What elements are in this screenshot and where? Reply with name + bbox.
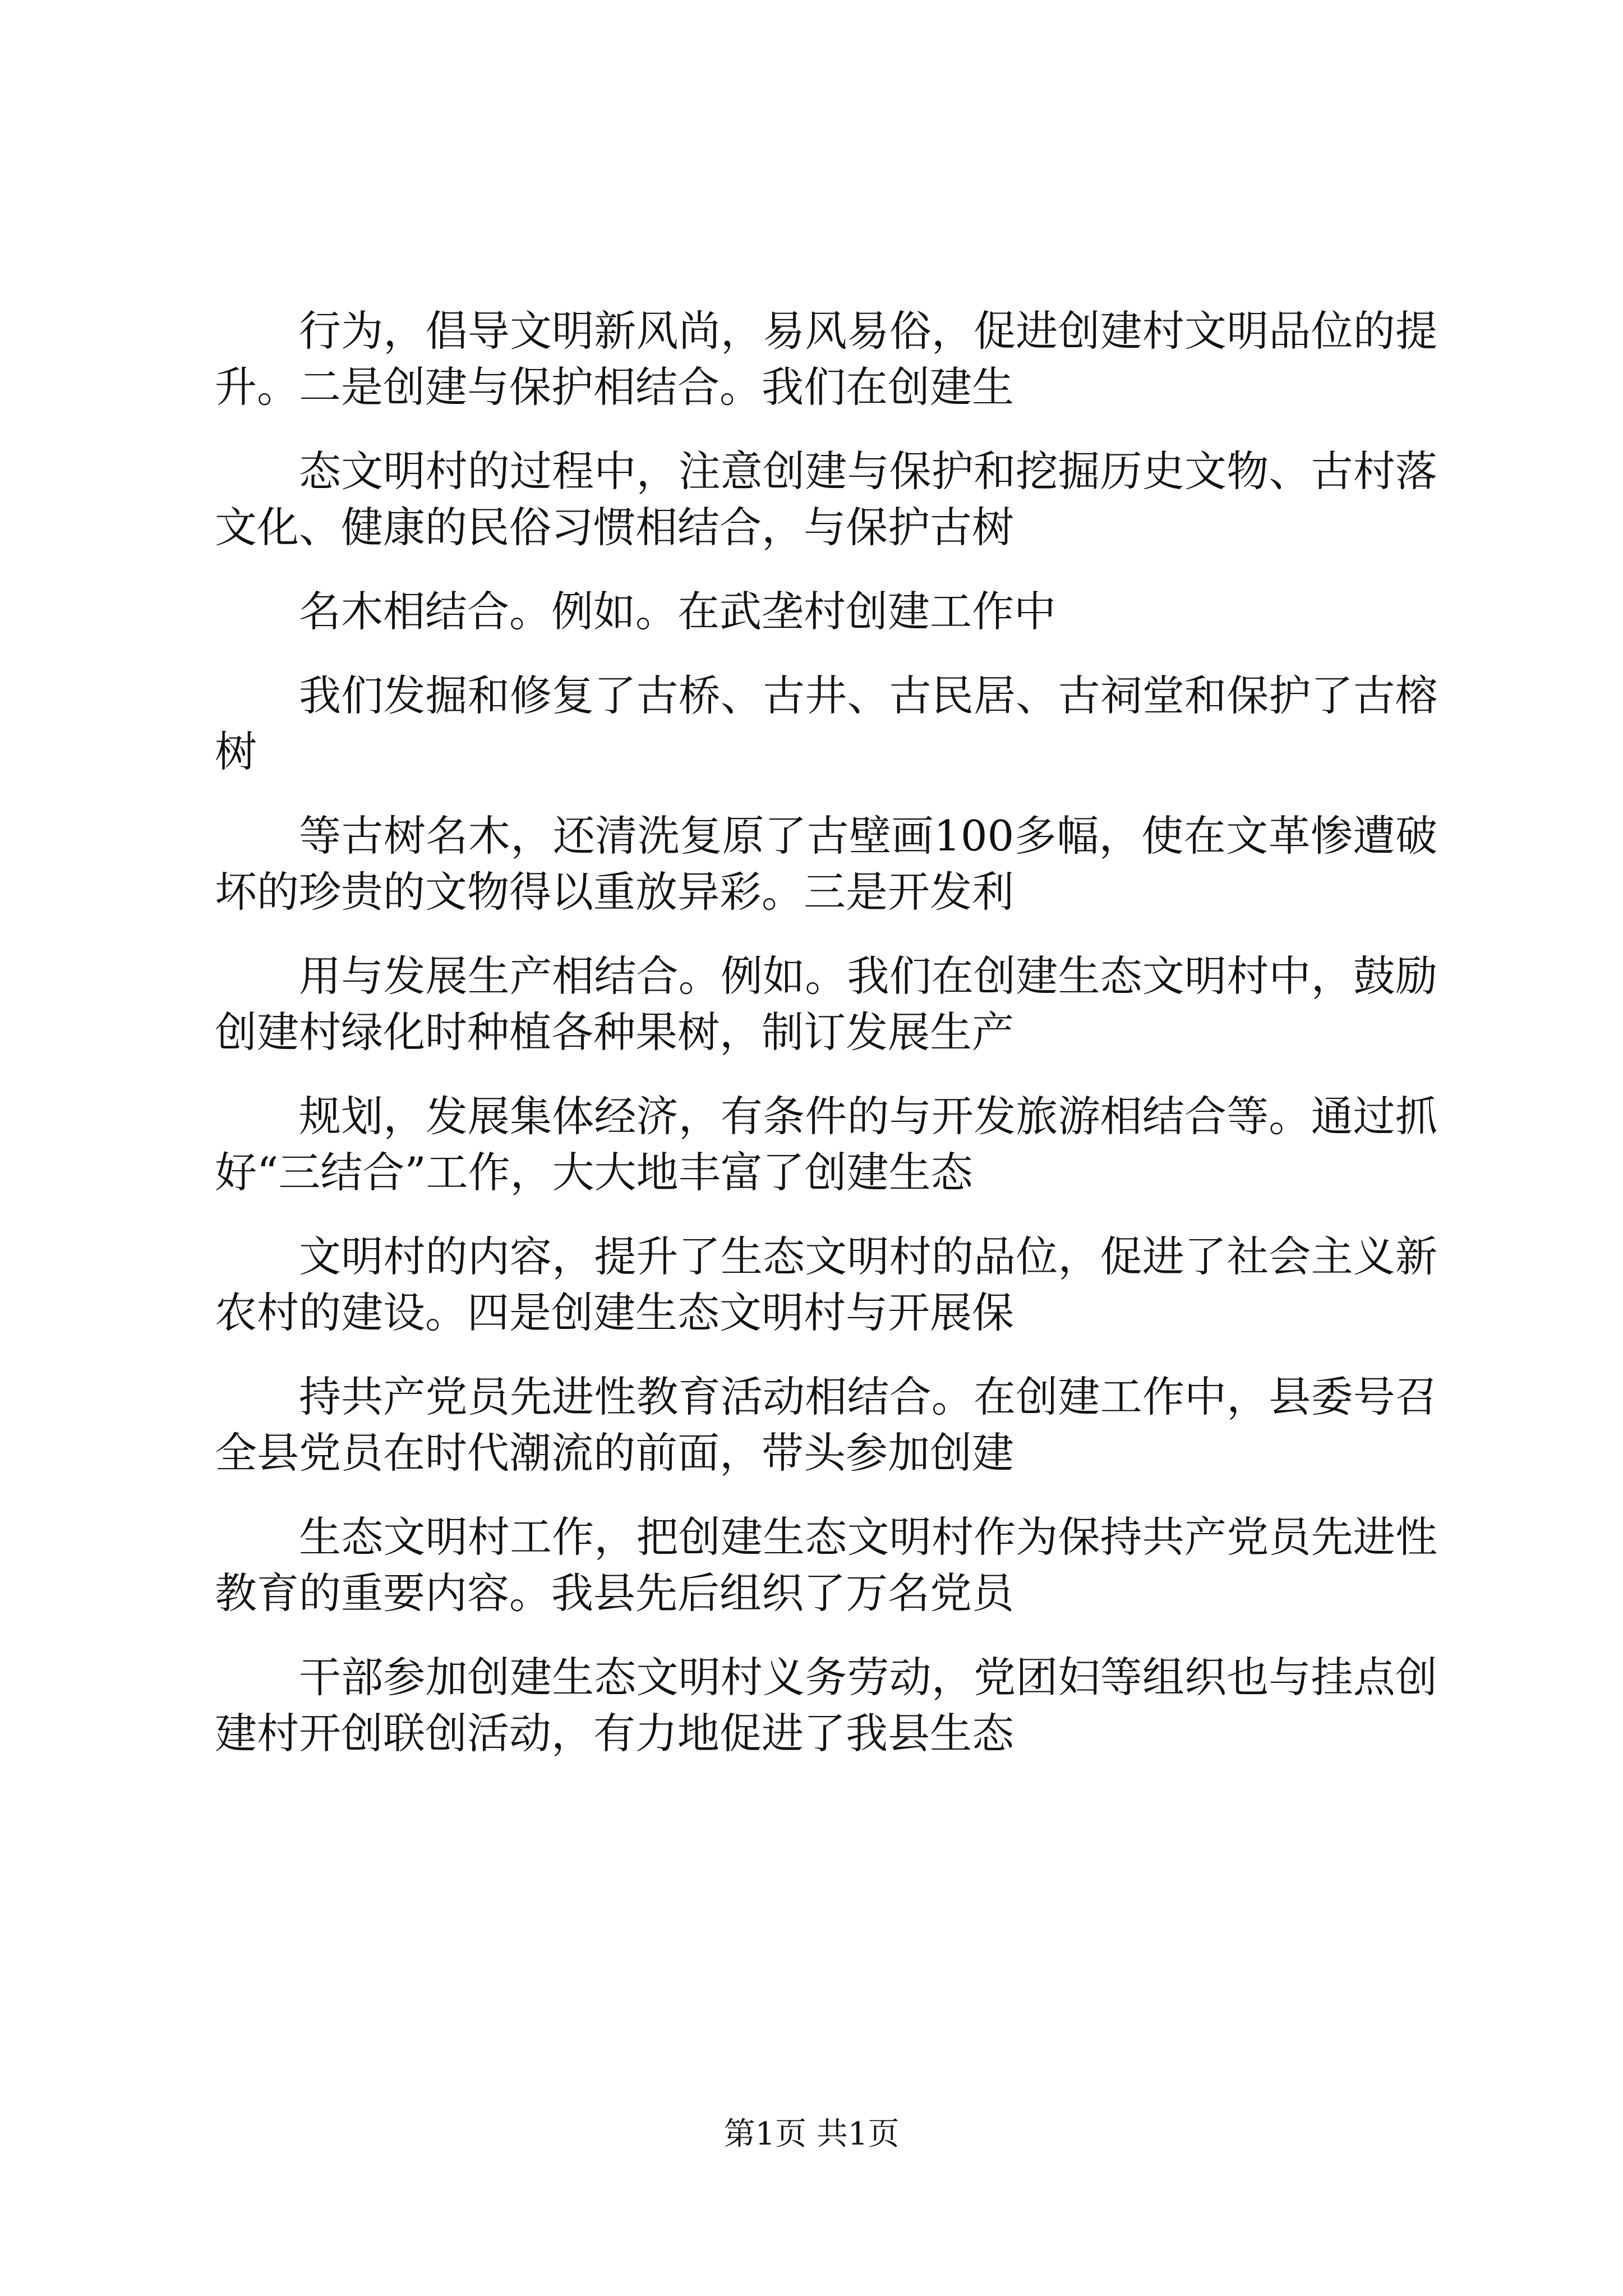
paragraph-2: 态文明村的过程中，注意创建与保护和挖掘历史文物、古村落文化、健康的民俗习惯相结合，与保护古树 xyxy=(215,447,1437,552)
paragraph-5: 等古树名木，还清洗复原了古壁画100多幅，使在文革惨遭破坏的珍贵的文物得以重放异彩。三是开发利 xyxy=(215,811,1437,917)
paragraph-3: 名木相结合。例如。在武垄村创建工作中 xyxy=(299,587,1057,636)
paragraph-7: 规划，发展集体经济，有条件的与开发旅游相结合等。通过抓好“三结合”工作，大大地丰富了创建生态 xyxy=(215,1092,1437,1197)
page-footer: 第1页 共1页 xyxy=(723,2116,900,2152)
paragraph-8: 文明村的内容，提升了生态文明村的品位，促进了社会主义新农村的建设。四是创建生态文明村与开展保 xyxy=(215,1232,1437,1337)
paragraph-9: 持共产党员先进性教育活动相结合。在创建工作中，县委号召全县党员在时代潮流的前面，带头参加创建 xyxy=(215,1372,1437,1478)
paragraph-4: 我们发掘和修复了古桥、古井、古民居、古祠堂和保护了古榕树 xyxy=(215,671,1437,776)
body-text xyxy=(215,303,1437,1789)
paragraph-11: 干部参加创建生态文明村义务劳动，党团妇等组织也与挂点创建村开创联创活动，有力地促进了我县生态 xyxy=(215,1653,1437,1758)
paragraph-6: 用与发展生产相结合。例如。我们在创建生态文明村中，鼓励创建村绿化时种植各种果树，制订发展生产 xyxy=(215,951,1437,1057)
paragraph-1: 行为，倡导文明新风尚，易风易俗，促进创建村文明品位的提升。二是创建与保护相结合。我们在创建生 xyxy=(215,306,1437,412)
paragraph-10: 生态文明村工作，把创建生态文明村作为保持共产党员先进性教育的重要内容。我县先后组织了万名党员 xyxy=(215,1512,1437,1618)
